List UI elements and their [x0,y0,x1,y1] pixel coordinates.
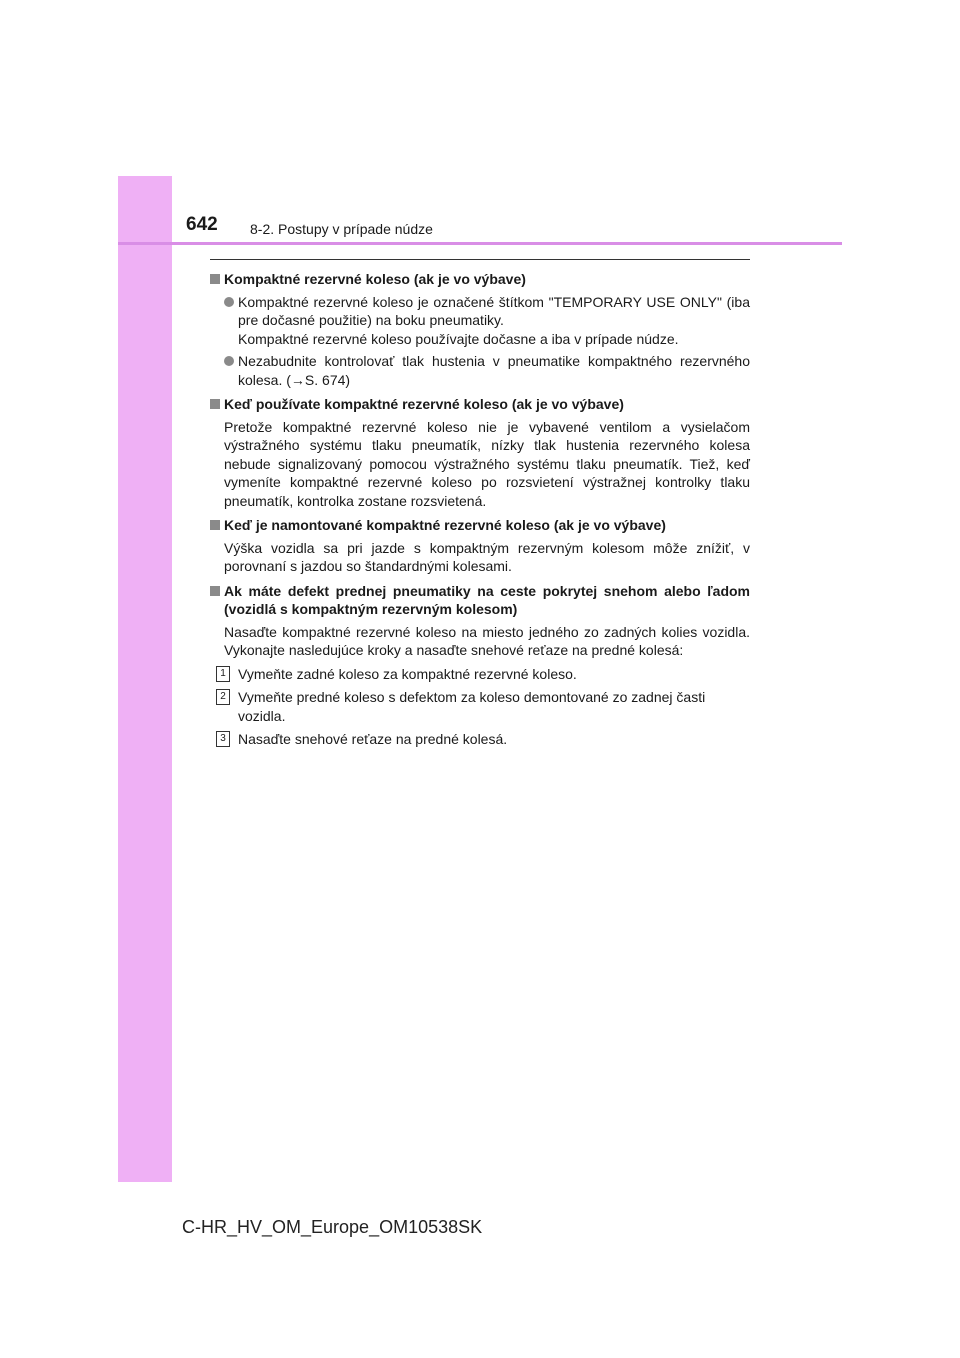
step-number: 3 [216,731,230,747]
square-bullet-icon [210,399,220,409]
circle-bullet-icon [224,356,234,366]
paragraph: Pretože kompaktné rezervné koleso nie je vybavené ventilom a vysielačom výstražného systému tlaku pneumatík, nízky tlak hustenia rezervného kolesa nebude signalizovaný pomocou výstražného systému tlaku pneumatík. Tiež, keď vymeníte kompaktné rezervné koleso po rozsvietení výstražnej kontrolky tlaku pneumatík, kontrolka zostane rozsvietená. [224,418,750,509]
paragraph: Výška vozidla sa pri jazde s kompaktným rezervným kolesom môže znížiť, v porovnaní s jazdou so štandardnými kolesami. [224,539,750,574]
heading-compact-spare: Kompaktné rezervné koleso (ak je vo výbave) [210,270,750,289]
heading-using-spare: Keď používate kompaktné rezervné koleso (ak je vo výbave) [210,395,750,414]
side-tab [118,176,172,1182]
square-bullet-icon [210,520,220,530]
step-number: 1 [216,666,230,682]
step-item: 2 Vymeňte predné koleso s defektom za koleso demontované zo zadnej časti vozidla. [210,688,750,725]
heading-front-flat-snow: Ak máte defekt prednej pneumatiky na ceste pokrytej snehom alebo ľadom (vozidlá s kompaktným rezervným kolesom) [210,582,750,619]
square-bullet-icon [210,274,220,284]
square-bullet-icon [210,586,220,596]
header-rule [118,242,842,245]
page-number: 642 [186,214,218,235]
step-item: 3 Nasaďte snehové reťaze na predné kolesá. [210,730,750,749]
section-title: 8-2. Postupy v prípade núdze [250,221,433,237]
step-number: 2 [216,689,230,705]
document-code: C-HR_HV_OM_Europe_OM10538SK [182,1217,483,1237]
heading-mounted-spare: Keď je namontované kompaktné rezervné koleso (ak je vo výbave) [210,516,750,535]
paragraph: Nasaďte kompaktné rezervné koleso na miesto jedného zo zadných kolies vozidla. Vykonajte nasledujúce kroky a nasaďte snehové reťaze na predné kolesá: [224,623,750,658]
circle-bullet-icon [224,297,234,307]
step-item: 1 Vymeňte zadné koleso za kompaktné rezervné koleso. [210,665,750,684]
bullet-item: Kompaktné rezervné koleso je označené štítkom "TEMPORARY USE ONLY" (iba pre dočasné použitie) na boku pneumatiky. Kompaktné rezervné koleso používajte dočasne a iba v prípade núdze. [210,293,750,349]
bullet-item: Nezabudnite kontrolovať tlak hustenia v pneumatike kompaktného rezervného kolesa. (→S. 674) [210,352,750,389]
content-rule [210,259,750,260]
content [210,264,750,749]
